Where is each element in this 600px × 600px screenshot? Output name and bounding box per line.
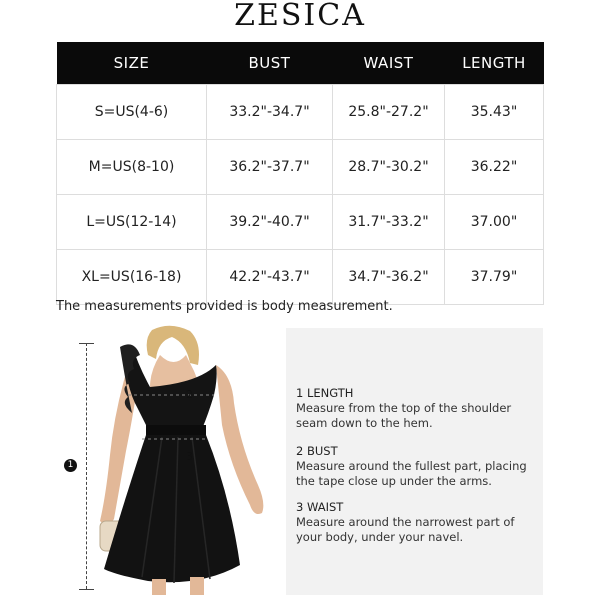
instruction-text: Measure around the fullest part, placing	[296, 459, 527, 473]
cell-length: 37.00"	[445, 195, 544, 250]
header-size: SIZE	[57, 42, 207, 85]
header-bust: BUST	[207, 42, 333, 85]
table-header-row	[57, 42, 544, 85]
cell-size: XL=US(16-18)	[57, 250, 207, 305]
instruction-title: 1 LENGTH	[296, 386, 354, 400]
cell-size: L=US(12-14)	[57, 195, 207, 250]
instruction-text: the tape close up under the arms.	[296, 474, 492, 488]
table-row	[57, 140, 544, 195]
cell-bust: 36.2"-37.7"	[207, 140, 333, 195]
instruction-text: seam down to the hem.	[296, 416, 433, 430]
dress-model-illustration	[90, 325, 280, 595]
cell-waist: 31.7"-33.2"	[333, 195, 445, 250]
instruction-text: Measure from the top of the shoulder	[296, 401, 512, 415]
instruction-title: 2 BUST	[296, 444, 338, 458]
cell-bust: 33.2"-34.7"	[207, 85, 333, 140]
waist-marker: 3	[186, 450, 193, 463]
cell-bust: 39.2"-40.7"	[207, 195, 333, 250]
brand-logo: ZESICA	[234, 0, 366, 33]
length-dimension-line	[86, 343, 87, 589]
measurement-note: The measurements provided is body measurement.	[56, 299, 393, 314]
size-chart-table	[56, 42, 544, 305]
cell-size: M=US(8-10)	[57, 140, 207, 195]
instruction-waist	[296, 500, 514, 545]
measurement-instructions-panel	[286, 328, 543, 595]
instruction-text: Measure around the narrowest part of	[296, 515, 515, 529]
instruction-title: 3 WAIST	[296, 500, 344, 514]
cell-length: 37.79"	[445, 250, 544, 305]
table-row	[57, 195, 544, 250]
table-row	[57, 250, 544, 305]
table-row	[57, 85, 544, 140]
cell-waist: 28.7"-30.2"	[333, 140, 445, 195]
instruction-bust	[296, 444, 527, 489]
header-waist: WAIST	[333, 42, 445, 85]
cell-length: 35.43"	[445, 85, 544, 140]
cell-waist: 34.7"-36.2"	[333, 250, 445, 305]
instruction-length	[296, 386, 511, 431]
length-marker-badge: 1	[64, 459, 77, 472]
header-length: LENGTH	[445, 42, 544, 85]
cell-size: S=US(4-6)	[57, 85, 207, 140]
cell-bust: 42.2"-43.7"	[207, 250, 333, 305]
bust-marker: 2	[186, 388, 193, 401]
cell-length: 36.22"	[445, 140, 544, 195]
instruction-text: your body, under your navel.	[296, 530, 464, 544]
cell-waist: 25.8"-27.2"	[333, 85, 445, 140]
